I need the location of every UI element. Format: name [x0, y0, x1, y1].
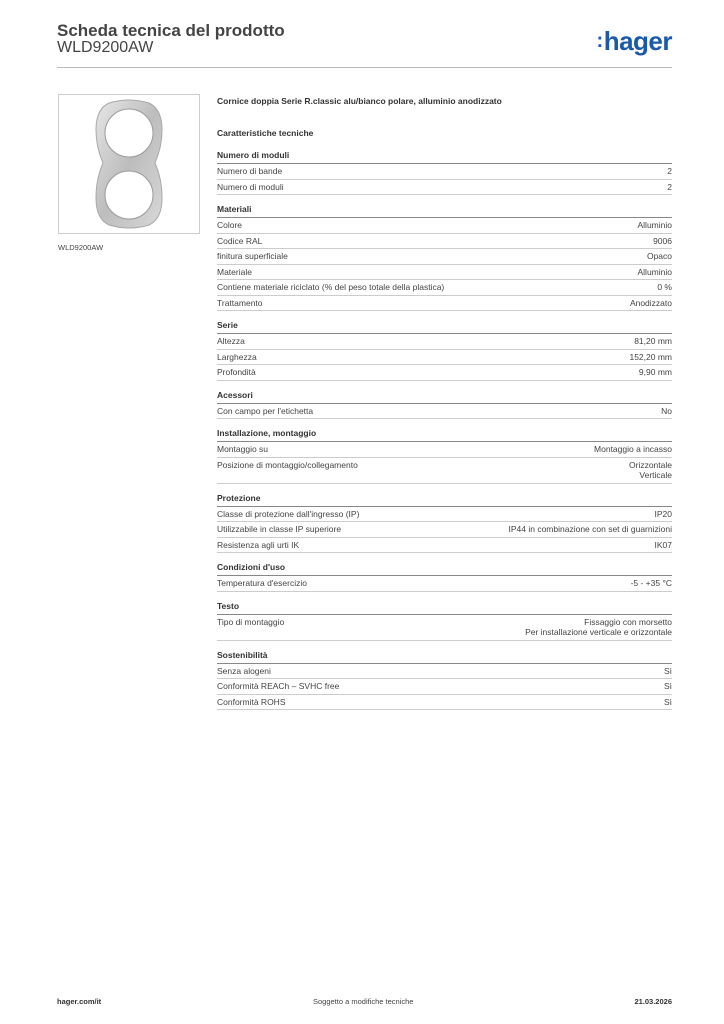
- spec-section: [217, 320, 672, 381]
- spec-row: [217, 296, 672, 312]
- spec-value: 9006: [653, 235, 672, 246]
- spec-section: [217, 562, 672, 592]
- spec-value: 0 %: [657, 282, 672, 292]
- section-title: Serie: [217, 320, 672, 334]
- spec-value: 152,20 mm: [629, 351, 672, 362]
- spec-row: [217, 664, 672, 680]
- spec-value: Sì: [663, 681, 672, 691]
- spec-section: [217, 204, 672, 311]
- spec-label: Materiale: [217, 266, 252, 277]
- spec-row: [217, 249, 672, 265]
- spec-row: [217, 218, 672, 234]
- spec-value: IP44 in combinazione con set di guarnizioni: [508, 524, 672, 534]
- spec-section: [217, 650, 672, 711]
- section-title: Testo: [217, 601, 672, 615]
- spec-row: [217, 522, 672, 538]
- page-title: Scheda tecnica del prodotto: [57, 21, 285, 40]
- specs-heading: Caratteristiche tecniche: [217, 128, 314, 138]
- spec-label: Montaggio su: [217, 444, 269, 454]
- spec-section: [217, 150, 672, 195]
- spec-value: Fissaggio con morsetto Per installazione verticale e orizzontale: [525, 616, 672, 637]
- spec-label: Profondità: [217, 367, 256, 377]
- spec-label: Resistenza agli urti IK: [217, 539, 300, 550]
- spec-value: IP20: [654, 508, 672, 519]
- spec-row: [217, 615, 672, 641]
- spec-section: [217, 601, 672, 641]
- product-description: Cornice doppia Serie R.classic alu/bianco polare, alluminio anodizzato: [217, 96, 502, 106]
- spec-value: 2: [667, 166, 672, 176]
- spec-label: Numero di moduli: [217, 181, 284, 192]
- spec-label: Tipo di montaggio: [217, 616, 285, 627]
- spec-value: 2: [667, 181, 672, 192]
- spec-label: Larghezza: [217, 351, 257, 362]
- spec-value: Alluminio: [637, 266, 672, 277]
- spec-row: [217, 334, 672, 350]
- image-caption: WLD9200AW: [58, 243, 104, 252]
- section-title: Acessori: [217, 390, 672, 404]
- spec-value: Montaggio a incasso: [594, 444, 672, 454]
- spec-label: Classe di protezione dall'ingresso (IP): [217, 508, 360, 519]
- spec-row: [217, 404, 672, 420]
- spec-value: 81,20 mm: [634, 336, 672, 346]
- spec-label: Conformità ROHS: [217, 696, 286, 707]
- spec-row: [217, 442, 672, 458]
- spec-row: [217, 507, 672, 523]
- spec-label: Utilizzabile in classe IP superiore: [217, 524, 342, 534]
- spec-row: [217, 538, 672, 554]
- spec-value: Alluminio: [637, 220, 672, 230]
- spec-value: No: [661, 405, 672, 416]
- spec-label: Altezza: [217, 336, 245, 346]
- spec-value: Orizzontale Verticale: [629, 459, 672, 480]
- spec-row: [217, 695, 672, 711]
- spec-value: Sì: [663, 696, 672, 707]
- spec-row: [217, 180, 672, 196]
- footer-date: 21.03.2026: [634, 997, 672, 1006]
- spec-row: [217, 350, 672, 366]
- spec-label: Conformità REACh – SVHC free: [217, 681, 340, 691]
- product-image: [58, 94, 200, 234]
- spec-label: Numero di bande: [217, 166, 283, 176]
- section-title: Materiali: [217, 204, 672, 218]
- spec-sections: [217, 150, 672, 710]
- spec-label: Senza alogeni: [217, 665, 271, 676]
- spec-label: finitura superficiale: [217, 251, 288, 261]
- footer-website-link[interactable]: hager.com/it: [57, 997, 102, 1006]
- spec-content: [217, 96, 672, 719]
- spec-label: Posizione di montaggio/collegamento: [217, 459, 358, 470]
- spec-value: -5 - +35 °C: [630, 578, 672, 588]
- spec-section: [217, 390, 672, 420]
- spec-row: [217, 265, 672, 281]
- spec-label: Codice RAL: [217, 235, 263, 246]
- spec-row: [217, 164, 672, 180]
- spec-row: [217, 679, 672, 695]
- hager-logo: :hager: [596, 26, 672, 56]
- spec-section: [217, 428, 672, 484]
- spec-section: [217, 493, 672, 554]
- spec-value: IK07: [654, 539, 672, 550]
- section-title: Sostenibilità: [217, 650, 672, 664]
- footer-note: Soggetto a modifiche tecniche: [313, 997, 414, 1006]
- spec-row: [217, 458, 672, 484]
- product-code: WLD9200AW: [57, 39, 154, 56]
- section-title: Installazione, montaggio: [217, 428, 672, 442]
- spec-label: Trattamento: [217, 297, 263, 308]
- spec-row: [217, 576, 672, 592]
- double-frame-product-image: [59, 95, 199, 233]
- spec-label: Con campo per l'etichetta: [217, 405, 314, 416]
- section-title: Condizioni d'uso: [217, 562, 672, 576]
- section-title: Numero di moduli: [217, 150, 672, 164]
- spec-value: Anodizzato: [629, 297, 672, 308]
- spec-label: Colore: [217, 220, 243, 230]
- spec-row: [217, 280, 672, 296]
- spec-row: [217, 365, 672, 381]
- spec-row: [217, 234, 672, 250]
- section-title: Protezione: [217, 493, 672, 507]
- spec-label: Temperatura d'esercizio: [217, 578, 307, 588]
- spec-value: Opaco: [646, 251, 672, 261]
- spec-value: Sì: [663, 665, 672, 676]
- spec-label: Contiene materiale riciclato (% del peso totale della plastica): [217, 282, 445, 292]
- header-divider: [57, 67, 672, 68]
- spec-value: 9,90 mm: [638, 367, 672, 377]
